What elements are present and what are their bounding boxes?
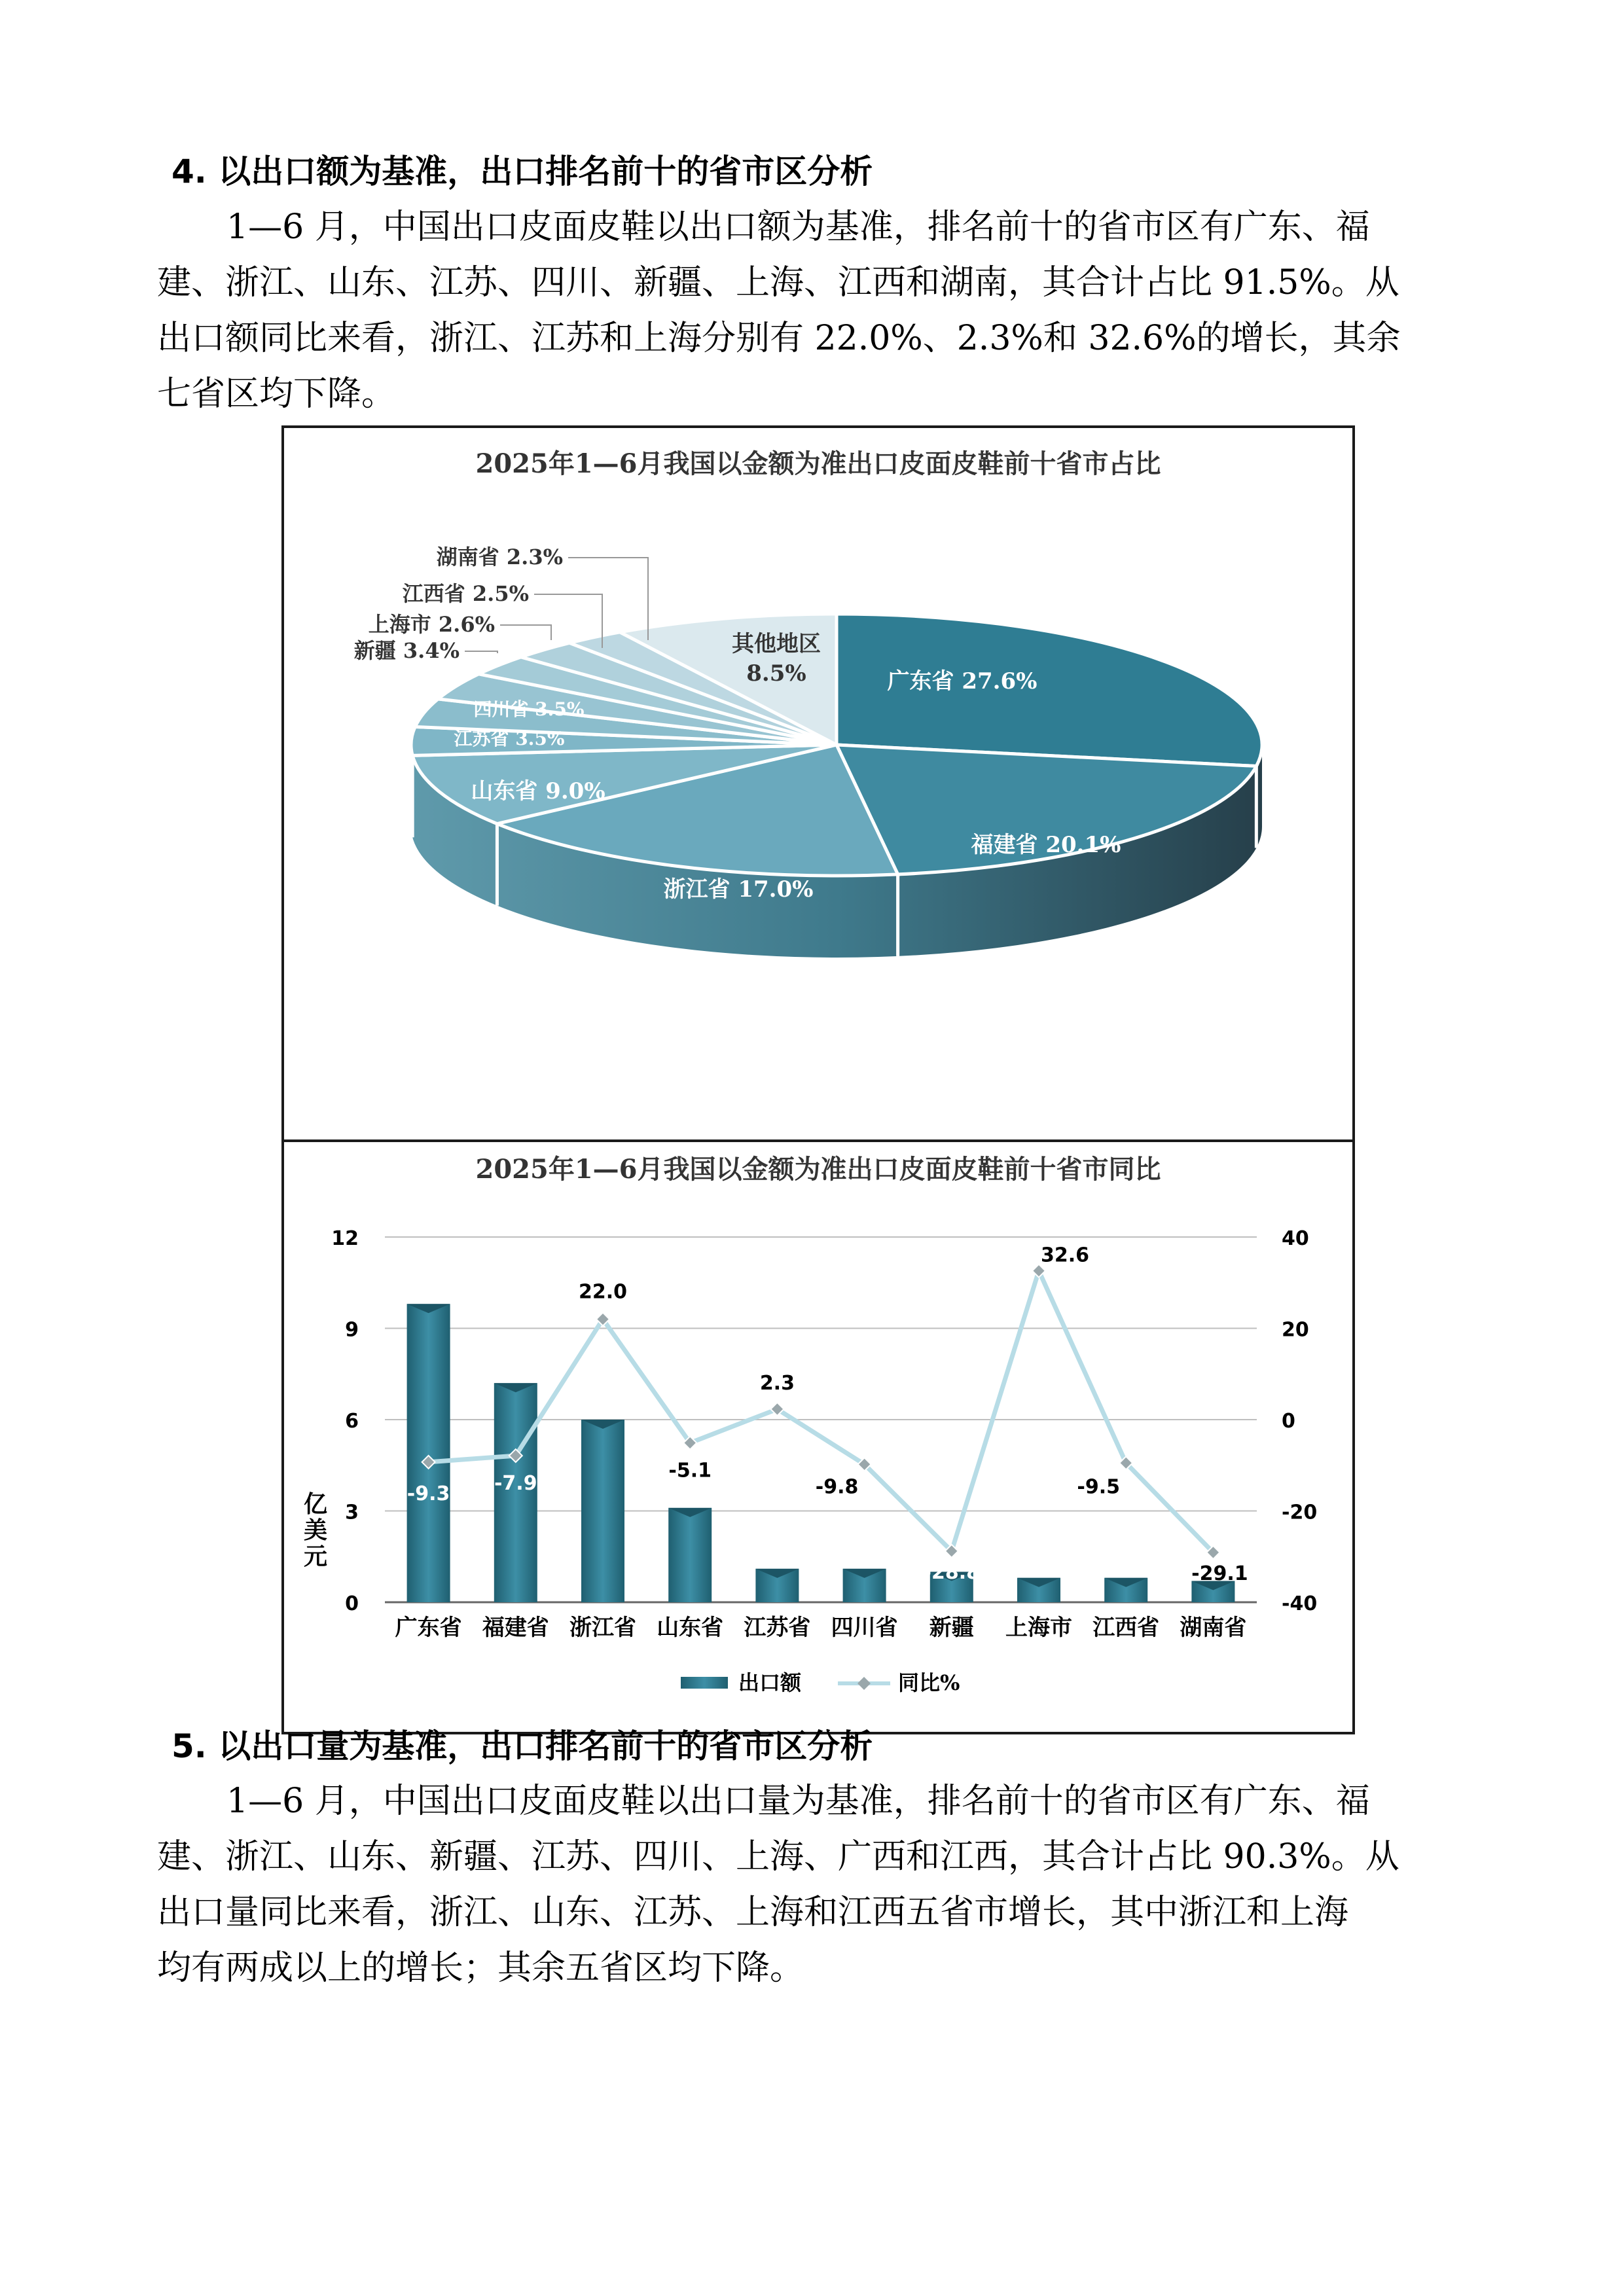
pie-chart xyxy=(354,545,1262,958)
yoy-line xyxy=(429,1271,1214,1552)
yoy-data-label: -7.9 xyxy=(494,1472,537,1496)
y2-tick-label: 0 xyxy=(1282,1410,1295,1433)
yoy-data-label: 32.6 xyxy=(1040,1244,1090,1267)
category-label: 四川省 xyxy=(831,1615,898,1641)
pie-slice-label: 广东省 27.6% xyxy=(887,668,1038,694)
yoy-data-label: 22.0 xyxy=(578,1280,628,1304)
paragraph-line: 出口量同比来看，浙江、山东、江苏、上海和江西五省市增长，其中浙江和上海 xyxy=(157,1893,1349,1932)
y-tick-label: 12 xyxy=(331,1227,359,1250)
y2-tick-label: -40 xyxy=(1282,1592,1318,1615)
y-tick-label: 9 xyxy=(345,1318,359,1342)
yoy-data-label: -28.8 xyxy=(923,1560,981,1584)
y2-tick-label: -20 xyxy=(1282,1501,1318,1524)
bar-body xyxy=(668,1508,712,1602)
paragraph-line: 1—6 月，中国出口皮面皮鞋以出口量为基准，排名前十的省市区有广东、福 xyxy=(226,1782,1370,1821)
y-tick-label: 0 xyxy=(345,1592,359,1615)
legend xyxy=(681,1670,960,1695)
paragraph-line: 七省区均下降。 xyxy=(157,374,396,414)
category-label: 江西省 xyxy=(1092,1615,1160,1641)
yoy-data-label: -9.8 xyxy=(815,1475,859,1499)
bar xyxy=(581,1420,624,1602)
y-tick-label: 3 xyxy=(345,1501,359,1524)
yoy-data-label: -29.1 xyxy=(1191,1562,1248,1585)
pie-slice-label: 福建省 20.1% xyxy=(971,832,1121,858)
pie-slice-label: 江苏省 3.5% xyxy=(454,728,565,749)
pie-slice-label: 其他地区 xyxy=(732,631,821,657)
section-5-heading: 5. 以出口量为基准，出口排名前十的省市区分析 xyxy=(171,1727,873,1765)
bar xyxy=(407,1304,450,1602)
y2-tick-label: 20 xyxy=(1282,1318,1309,1342)
paragraph-line: 建、浙江、山东、新疆、江苏、四川、上海、广西和江西，其合计占比 90.3%。从 xyxy=(157,1837,1399,1876)
y2-tick-label: 40 xyxy=(1282,1227,1309,1250)
pie-chart-title: 2025年1—6月我国以金额为准出口皮面皮鞋前十省市占比 xyxy=(475,448,1161,479)
pie-slice-label: 山东省 9.0% xyxy=(471,778,605,804)
y-tick-label: 6 xyxy=(345,1410,359,1433)
legend-line-marker xyxy=(857,1677,871,1690)
category-label: 广东省 xyxy=(395,1615,462,1641)
bar-body xyxy=(407,1304,450,1602)
bar-body xyxy=(581,1420,624,1602)
paragraph-line: 建、浙江、山东、江苏、四川、新疆、上海、江西和湖南，其合计占比 91.5%。从 xyxy=(157,263,1399,302)
y-axis-title: 亿 xyxy=(303,1490,328,1518)
category-label: 福建省 xyxy=(482,1615,549,1641)
yoy-data-label: -9.5 xyxy=(1077,1475,1121,1499)
category-label: 江苏省 xyxy=(744,1615,811,1641)
section-4-heading: 4. 以出口额为基准，出口排名前十的省市区分析 xyxy=(171,152,873,190)
pie-callout-label: 湖南省 2.3% xyxy=(436,545,563,569)
legend-label: 出口额 xyxy=(738,1670,802,1695)
paragraph-line: 均有两成以上的增长；其余五省区均下降。 xyxy=(157,1948,804,1988)
category-label: 湖南省 xyxy=(1180,1615,1247,1641)
category-label: 新疆 xyxy=(929,1615,974,1641)
pie-leader-line xyxy=(500,625,551,640)
yoy-data-label: -5.1 xyxy=(668,1459,712,1482)
bar xyxy=(755,1569,799,1602)
paragraph-line: 出口额同比来看，浙江、江苏和上海分别有 22.0%、2.3%和 32.6%的增长，其余 xyxy=(157,319,1401,358)
combo-chart xyxy=(304,1227,1317,1695)
yoy-data-label: 2.3 xyxy=(759,1371,795,1395)
pie-callout-label: 江西省 2.5% xyxy=(402,581,529,606)
bar xyxy=(668,1508,712,1602)
yoy-data-label: -9.3 xyxy=(406,1482,450,1505)
category-label: 上海市 xyxy=(1005,1615,1072,1641)
bar xyxy=(1017,1578,1060,1602)
pie-slice-label: 浙江省 17.0% xyxy=(663,876,814,903)
pie-slice-label: 8.5% xyxy=(746,660,806,687)
pie-leader-line xyxy=(465,651,497,653)
y-axis-title: 美 xyxy=(303,1516,328,1544)
combo-chart-title: 2025年1—6月我国以金额为准出口皮面皮鞋前十省市同比 xyxy=(475,1154,1161,1185)
category-label: 山东省 xyxy=(657,1615,724,1641)
bar xyxy=(1104,1578,1147,1602)
y-axis-title: 元 xyxy=(303,1543,328,1570)
pie-slice-label: 四川省 3.5% xyxy=(473,698,585,720)
bar xyxy=(843,1569,886,1602)
legend-bar-swatch xyxy=(681,1677,728,1689)
paragraph-line: 1—6 月，中国出口皮面皮鞋以出口额为基准，排名前十的省市区有广东、福 xyxy=(226,207,1370,247)
section-5-paragraph xyxy=(157,1774,1466,1996)
pie-callout-label: 新疆 3.4% xyxy=(353,638,460,663)
pie-callout-label: 上海市 2.6% xyxy=(368,612,495,637)
category-label: 浙江省 xyxy=(569,1615,636,1641)
legend-label: 同比% xyxy=(898,1670,960,1695)
